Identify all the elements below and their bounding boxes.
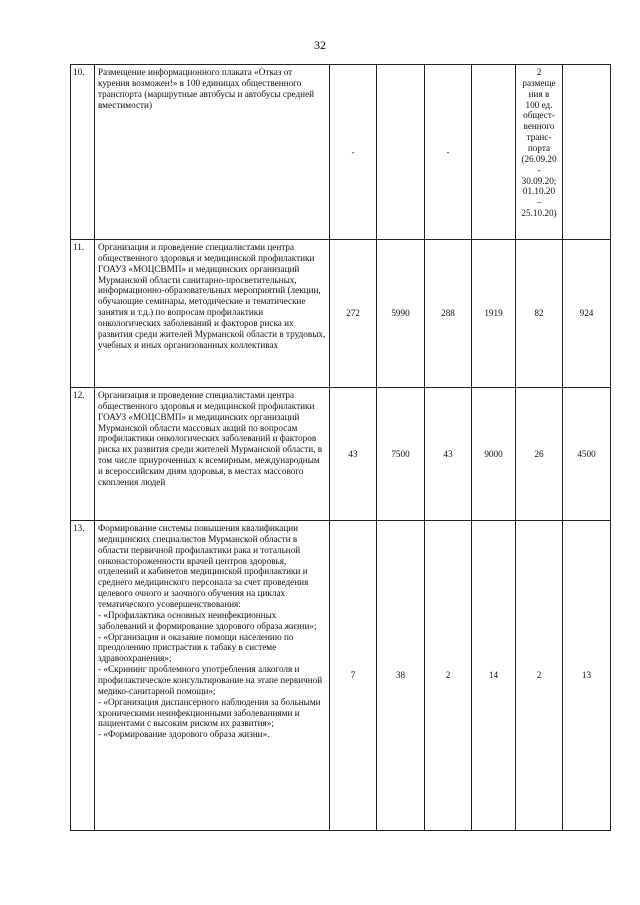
value-cell: 13 (563, 521, 611, 831)
cell-line: транс- (526, 132, 552, 143)
value-cell: 82 (516, 240, 563, 388)
cell-line: порта (527, 143, 551, 154)
value-cell: 924 (563, 240, 611, 388)
value-cell: 43 (330, 388, 377, 521)
value-cell: 43 (425, 388, 472, 521)
cell-line: общест- (523, 110, 555, 121)
cell-line: размеще (522, 77, 556, 88)
value-cell: 2 (516, 521, 563, 831)
row-number: 12. (71, 388, 95, 521)
cell-line: 100 ед. (525, 99, 553, 110)
value-cell: 2 (425, 521, 472, 831)
cell-line: – (536, 197, 542, 208)
value-cell: - (425, 65, 472, 240)
course-item: - «Формирование здорового образа жизни». (98, 729, 270, 740)
value-cell: 4500 (563, 388, 611, 521)
value-cell: 5990 (377, 240, 425, 388)
cell-line: - (537, 164, 541, 175)
value-cell: 7 (330, 521, 377, 831)
description-paragraph: Формирование системы повышения квалификации медицинских специалистов Мурманской области в области первичной профилактики рака и тотальной онконастороженности врачей центров здоровья, отделений и кабинетов медицинской профилактики и среднего медицинского персонала за счет проведения целевого очного и заочного обучения на циклах тематического усовершенствования: (98, 523, 309, 610)
measures-table (70, 64, 611, 831)
course-item: - «Профилактика основных неинфекционных заболеваний и формирование здорового образа жизни»; (98, 609, 317, 631)
row-number: 13. (71, 521, 95, 831)
value-cell: 26 (516, 388, 563, 521)
cell-line: 25.10.20) (521, 208, 557, 219)
cell-line: (26.09.20 (521, 153, 557, 164)
value-cell: 38 (377, 521, 425, 831)
table-row (71, 65, 611, 240)
value-cell (377, 65, 425, 240)
course-item: - «Скрининг проблемного употребления алкоголя и профилактическое консультирование на этапе первичной медико-санитарной помощи»; (98, 664, 323, 696)
table-row (71, 240, 611, 388)
course-item: - «Организация диспансерного наблюдения за больными хроническими неинфекционными заболеваниями и пациентами с высоким риском их развития»; (98, 696, 321, 729)
row-number: 11. (71, 240, 95, 388)
value-cell: 272 (330, 240, 377, 388)
cell-line: 01.10.20 (522, 186, 556, 197)
value-cell: 7500 (377, 388, 425, 521)
measure-description: Организация и проведение специалистами центра общественного здоровья и медицинской профилактики ГОАУЗ «МОЦСВМП» и медицинских организаций Мурманской области массовых акций по вопросам профилактики онкологических заболеваний и факторов риска их развития среди жителей Мурманской области, в том числе приуроченных к всемирным, международным и всероссийским дням здоровья, в местах массового скопления людей (95, 388, 330, 521)
value-cell: - (330, 65, 377, 240)
value-cell: 14 (472, 521, 516, 831)
table-row (71, 521, 611, 831)
course-item: - «Организация и оказание помощи населению по преодолению пристрастия к табаку в системе здравоохранения»; (98, 631, 294, 664)
table-row (71, 388, 611, 521)
value-cell: 1919 (472, 240, 516, 388)
value-cell: 9000 (472, 388, 516, 521)
page-number: 32 (314, 38, 326, 52)
cell-line: 30.09.20; (521, 175, 557, 186)
row-number: 10. (71, 65, 95, 240)
value-cell (563, 65, 611, 240)
cell-line: ния в (528, 88, 550, 99)
value-cell: 288 (425, 240, 472, 388)
value-cell-multiline (516, 65, 563, 240)
cell-line: 2 (536, 67, 542, 77)
measure-description (95, 521, 330, 831)
value-cell (472, 65, 516, 240)
measure-description: Размещение информационного плаката «Отказ от курения возможен!» в 100 единицах общественного транспорта (маршрутные автобусы и автобусы средней вместимости) (95, 65, 330, 240)
cell-line: венного (523, 121, 555, 132)
measure-description: Организация и проведение специалистами центра общественного здоровья и медицинской профилактики ГОАУЗ «МОЦСВМП» и медицинских организаций Мурманской области санитарно-просветительных, информационно-образовательных мероприятий (лекции, обучающие семинары, методические и тематические занятия и т.д.) по вопросам профилактики онкологических заболеваний и факторов риска их развития среди жителей Мурманской области в трудовых, учебных и иных организованных коллективах (95, 240, 330, 388)
